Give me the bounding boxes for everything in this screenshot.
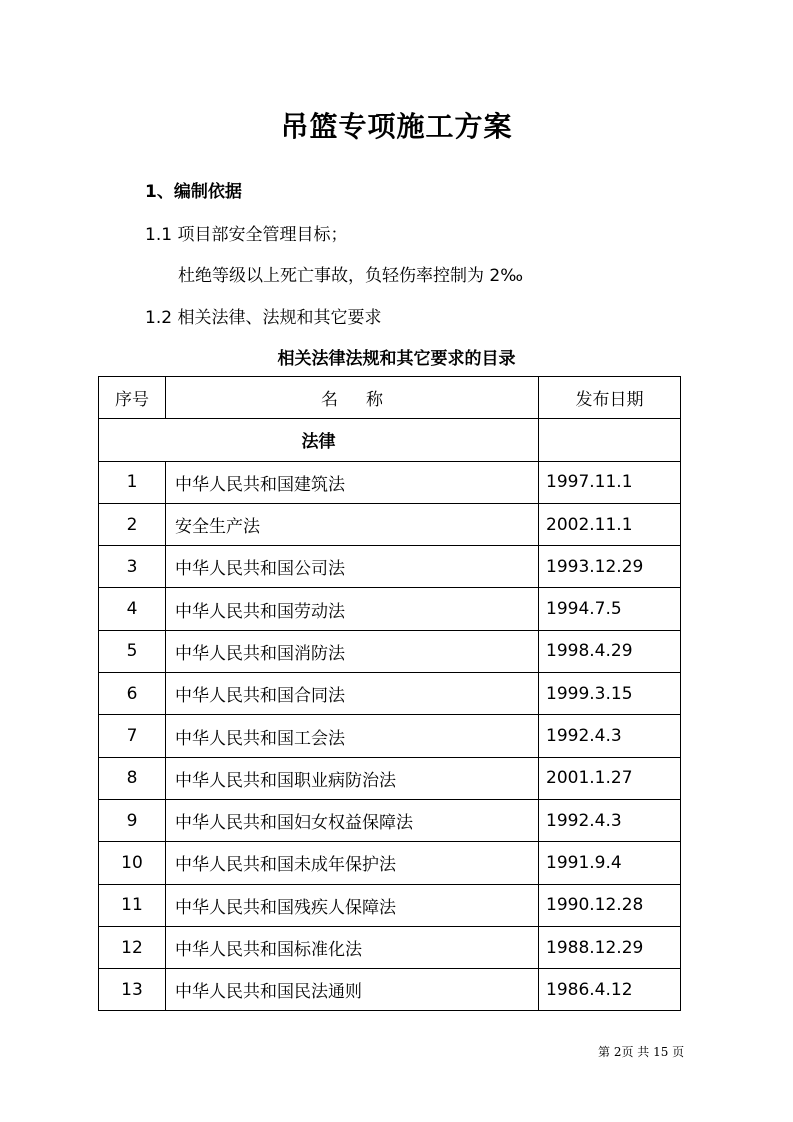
table-row bbox=[99, 757, 681, 799]
table-row bbox=[99, 673, 681, 715]
row-date-cell: 1999.3.15 bbox=[539, 673, 681, 715]
row-name-cell: 中华人民共和国工会法 bbox=[166, 715, 539, 757]
laws-table bbox=[98, 376, 681, 1011]
row-no-cell: 7 bbox=[99, 715, 166, 757]
page-footer: 第 2页 共 15 页 bbox=[598, 1045, 685, 1059]
row-date-cell: 1988.12.29 bbox=[539, 926, 681, 968]
table-row bbox=[99, 503, 681, 545]
table-row bbox=[99, 842, 681, 884]
row-date-cell: 1986.4.12 bbox=[539, 969, 681, 1011]
table-row bbox=[99, 461, 681, 503]
row-date-cell: 1997.11.1 bbox=[539, 461, 681, 503]
group-date-empty bbox=[539, 419, 681, 461]
row-no-cell: 1 bbox=[99, 461, 166, 503]
row-name-cell: 安全生产法 bbox=[166, 503, 539, 545]
row-name-cell: 中华人民共和国公司法 bbox=[166, 546, 539, 588]
row-date-cell: 1992.4.3 bbox=[539, 799, 681, 841]
row-date-cell: 1992.4.3 bbox=[539, 715, 681, 757]
row-no-cell: 5 bbox=[99, 630, 166, 672]
row-name-cell: 中华人民共和国残疾人保障法 bbox=[166, 884, 539, 926]
section-heading-basis: 1、编制依据 bbox=[145, 182, 242, 202]
safety-goal-text: 杜绝等级以上死亡事故，负轻伤率控制为 2‰ bbox=[178, 266, 524, 286]
row-date-cell: 1993.12.29 bbox=[539, 546, 681, 588]
row-date-cell: 1991.9.4 bbox=[539, 842, 681, 884]
row-no-cell: 9 bbox=[99, 799, 166, 841]
row-no-cell: 6 bbox=[99, 673, 166, 715]
row-no-cell: 10 bbox=[99, 842, 166, 884]
row-no-cell: 4 bbox=[99, 588, 166, 630]
row-name-cell: 中华人民共和国未成年保护法 bbox=[166, 842, 539, 884]
header-date: 发布日期 bbox=[539, 377, 681, 419]
subsection-laws: 1.2 相关法律、法规和其它要求 bbox=[145, 308, 382, 328]
table-row bbox=[99, 969, 681, 1011]
group-row-law bbox=[99, 419, 681, 461]
table-row bbox=[99, 884, 681, 926]
table-row bbox=[99, 588, 681, 630]
row-name-cell: 中华人民共和国合同法 bbox=[166, 673, 539, 715]
row-no-cell: 8 bbox=[99, 757, 166, 799]
row-date-cell: 2002.11.1 bbox=[539, 503, 681, 545]
row-no-cell: 12 bbox=[99, 926, 166, 968]
table-row bbox=[99, 926, 681, 968]
table-header-row bbox=[99, 377, 681, 419]
row-date-cell: 1994.7.5 bbox=[539, 588, 681, 630]
document-title: 吊篮专项施工方案 bbox=[280, 110, 513, 143]
table-row bbox=[99, 630, 681, 672]
header-no: 序号 bbox=[99, 377, 166, 419]
row-no-cell: 2 bbox=[99, 503, 166, 545]
row-no-cell: 13 bbox=[99, 969, 166, 1011]
row-no-cell: 11 bbox=[99, 884, 166, 926]
row-name-cell: 中华人民共和国劳动法 bbox=[166, 588, 539, 630]
header-name-label: 名称 bbox=[321, 390, 411, 411]
row-name-cell: 中华人民共和国建筑法 bbox=[166, 461, 539, 503]
row-name-cell: 中华人民共和国消防法 bbox=[166, 630, 539, 672]
row-date-cell: 1998.4.29 bbox=[539, 630, 681, 672]
table-caption: 相关法律法规和其它要求的目录 bbox=[277, 349, 516, 369]
row-name-cell: 中华人民共和国妇女权益保障法 bbox=[166, 799, 539, 841]
row-name-cell: 中华人民共和国民法通则 bbox=[166, 969, 539, 1011]
row-no-cell: 3 bbox=[99, 546, 166, 588]
row-date-cell: 1990.12.28 bbox=[539, 884, 681, 926]
subsection-safety-goal: 1.1 项目部安全管理目标； bbox=[145, 225, 348, 245]
table-row bbox=[99, 799, 681, 841]
group-label: 法律 bbox=[99, 419, 539, 461]
header-name bbox=[166, 377, 539, 419]
row-date-cell: 2001.1.27 bbox=[539, 757, 681, 799]
table-row bbox=[99, 546, 681, 588]
row-name-cell: 中华人民共和国标准化法 bbox=[166, 926, 539, 968]
table-row bbox=[99, 715, 681, 757]
row-name-cell: 中华人民共和国职业病防治法 bbox=[166, 757, 539, 799]
